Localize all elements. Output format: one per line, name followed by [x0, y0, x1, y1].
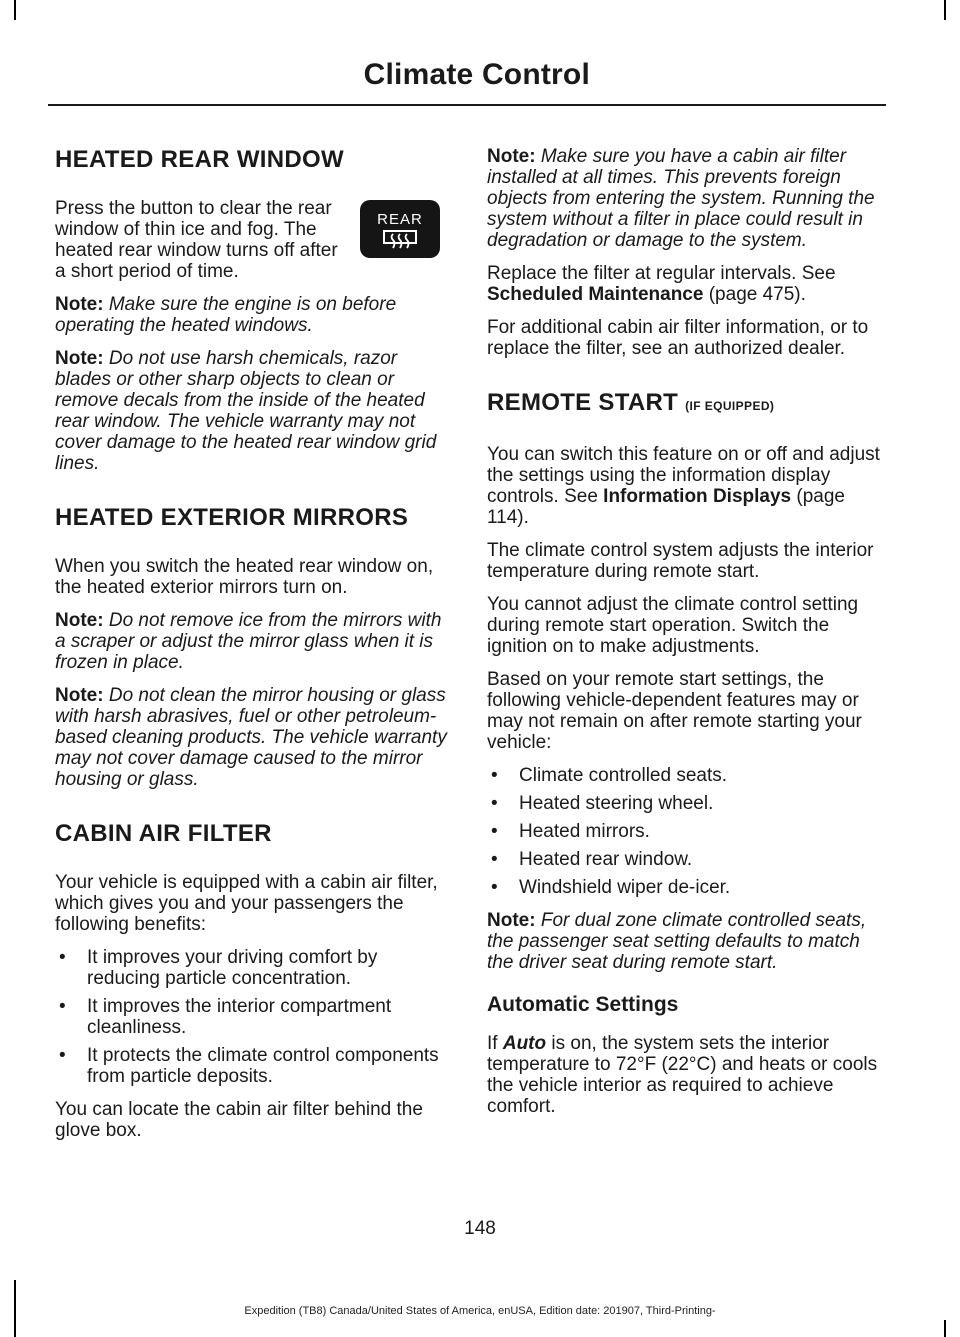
if-equipped-qualifier: (IF EQUIPPED) [685, 399, 775, 413]
section-remote-start [487, 389, 882, 973]
crop-mark-top-left [14, 0, 16, 20]
crop-mark-top-right [944, 0, 946, 20]
rear-window-intro: Press the button to clear the rear window of thin ice and fog. The heated rear window turns off after a short period of time. [55, 198, 338, 282]
filter-additional: For additional cabin air filter information, or to replace the filter, see an authorized dealer. [487, 317, 869, 359]
remote-start-features-list [487, 765, 882, 898]
list-item: • Heated steering wheel. [491, 793, 714, 814]
mirrors-note-2: Note: Do not clean the mirror housing or glass with harsh abrasives, fuel or other petroleum-based cleaning products. The vehicle warranty may not cover damage caused to the mirror housing or glass. [55, 685, 447, 790]
filter-benefits-list [55, 947, 450, 1087]
page-header [48, 58, 886, 92]
heading-remote-start: REMOTE START (IF EQUIPPED) [487, 389, 775, 416]
heading-cabin-air-filter: CABIN AIR FILTER [55, 820, 272, 847]
left-column [55, 146, 450, 1153]
page-title: Climate Control [363, 58, 590, 91]
rear-icon-label: REAR [377, 211, 423, 228]
crop-mark-bottom-right [944, 1320, 946, 1337]
filter-replace: Replace the filter at regular intervals. See Scheduled Maintenance (page 475). [487, 263, 836, 305]
remote-start-p2: The climate control system adjusts the interior temperature during remote start. [487, 540, 874, 582]
mirrors-intro: When you switch the heated rear window on, the heated exterior mirrors turn on. [55, 556, 434, 598]
heading-automatic-settings: Automatic Settings [487, 993, 679, 1016]
remote-start-p3: You cannot adjust the climate control setting during remote start operation. Switch the ignition on to make adjustments. [487, 594, 859, 657]
list-item: • Heated mirrors. [491, 821, 650, 842]
heading-heated-rear-window: HEATED REAR WINDOW [55, 146, 344, 173]
mirrors-note-1: Note: Do not remove ice from the mirrors with a scraper or adjust the mirror glass when it is frozen in place. [55, 610, 442, 673]
list-item: • Climate controlled seats. [491, 765, 728, 786]
section-heated-rear-window [55, 146, 450, 474]
section-automatic-settings [487, 993, 882, 1117]
auto-keyword: Auto [502, 1033, 547, 1054]
list-item: • It improves the interior compartment cleanliness. [59, 996, 392, 1038]
filter-note: Note: Make sure you have a cabin air filter installed at all times. This prevents foreign objects from entering the system. Running the system without a filter in place could result in degradation or damage to the system. [487, 146, 875, 251]
edition-footer: Expedition (TB8) Canada/United States of America, enUSA, Edition date: 201907, Third-Printing- [244, 1305, 716, 1317]
scheduled-maintenance-link[interactable]: Scheduled Maintenance [487, 284, 704, 305]
filter-intro: Your vehicle is equipped with a cabin air filter, which gives you and your passengers the following benefits: [55, 872, 438, 935]
rear-window-note-1: Note: Make sure the engine is on before operating the heated windows. [55, 294, 397, 336]
list-item: • Heated rear window. [491, 849, 693, 870]
automatic-settings-text: If Auto is on, the system sets the interior temperature to 72°F (22°C) and heats or cools the vehicle interior as required to achieve comfort. [487, 1033, 878, 1117]
rear-defrost-icon [360, 200, 440, 258]
page-number: 148 [464, 1218, 496, 1239]
information-displays-link[interactable]: Information Displays [603, 486, 792, 507]
section-heated-exterior-mirrors [55, 504, 450, 790]
right-column [487, 146, 882, 1129]
list-item: • Windshield wiper de-icer. [491, 877, 731, 898]
defrost-waves-icon [383, 230, 417, 250]
remote-start-p4: Based on your remote start settings, the following vehicle-dependent features may or may not remain on after remote starting your vehicle: [487, 669, 862, 753]
list-item: • It improves your driving comfort by reducing particle concentration. [59, 947, 378, 989]
section-cabin-air-filter-continued [487, 146, 882, 359]
section-cabin-air-filter [55, 820, 450, 1141]
heading-heated-exterior-mirrors: HEATED EXTERIOR MIRRORS [55, 504, 409, 531]
remote-start-p1: You can switch this feature on or off and adjust the settings using the information display controls. See Information Displays (page 114). [487, 444, 880, 528]
list-item: • It protects the climate control components from particle deposits. [59, 1045, 439, 1087]
remote-start-note: Note: For dual zone climate controlled seats, the passenger seat setting defaults to match the driver seat during remote start. [487, 910, 867, 973]
header-rule [48, 104, 886, 106]
filter-location: You can locate the cabin air filter behind the glove box. [55, 1099, 423, 1141]
rear-window-note-2: Note: Do not use harsh chemicals, razor blades or other sharp objects to clean or remove decals from the inside of the heated rear window. The vehicle warranty may not cover damage to the heated rear window grid lines. [55, 348, 437, 474]
